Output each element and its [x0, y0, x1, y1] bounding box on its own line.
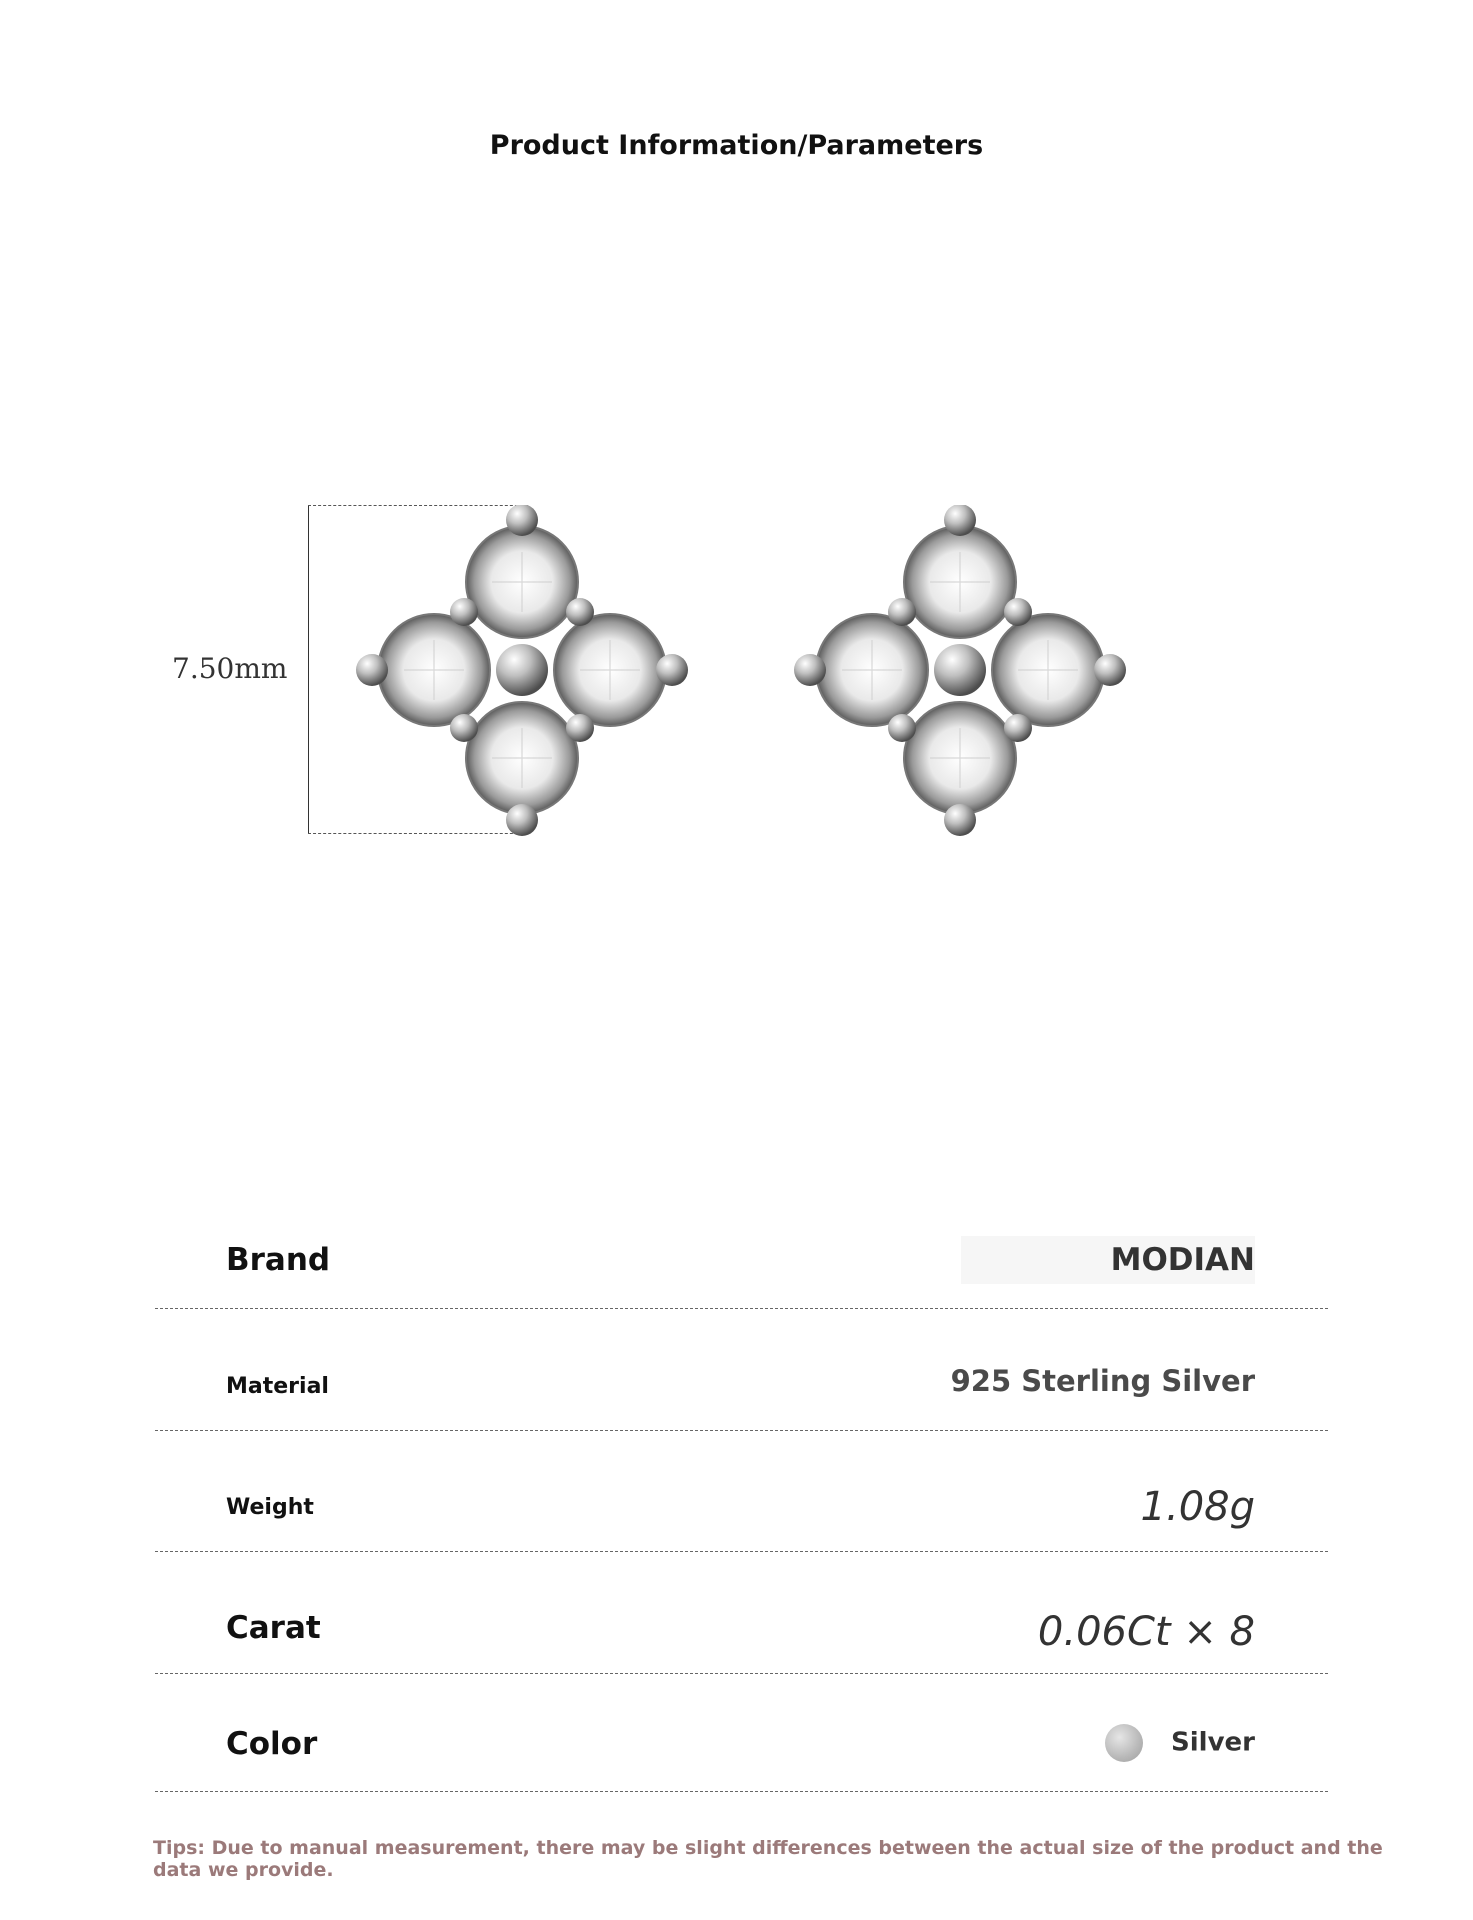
brand-value: MODIAN [961, 1236, 1255, 1284]
color-value [1105, 1724, 1255, 1762]
footer-tips: Tips: Due to manual measurement, there may be slight differences between the actual size of the product and the data we provide. [153, 1837, 1383, 1881]
color-value-text: Silver [1171, 1727, 1255, 1758]
param-row-material [155, 1360, 1328, 1430]
weight-value: 1.08g [1140, 1484, 1255, 1530]
material-value: 925 Sterling Silver [950, 1364, 1255, 1398]
color-label: Color [226, 1726, 318, 1762]
earring-right-image [790, 505, 1130, 895]
weight-label: Weight [226, 1495, 314, 1520]
page-title: Product Information/Parameters [489, 130, 984, 161]
brand-label: Brand [226, 1242, 331, 1278]
row-divider [155, 1791, 1328, 1792]
param-row-brand [155, 1240, 1328, 1310]
silver-color-swatch [1105, 1724, 1143, 1762]
carat-value: 0.06Ct × 8 [1037, 1609, 1255, 1655]
param-row-carat [155, 1600, 1328, 1670]
row-divider [155, 1551, 1328, 1552]
material-label: Material [226, 1374, 329, 1399]
row-divider [155, 1430, 1328, 1431]
param-row-weight [155, 1480, 1328, 1550]
param-row-color [155, 1718, 1328, 1788]
row-divider [155, 1673, 1328, 1674]
row-divider [155, 1308, 1328, 1309]
carat-label: Carat [226, 1610, 321, 1646]
dimension-label: 7.50mm [172, 652, 288, 685]
earring-left-image [352, 505, 692, 895]
